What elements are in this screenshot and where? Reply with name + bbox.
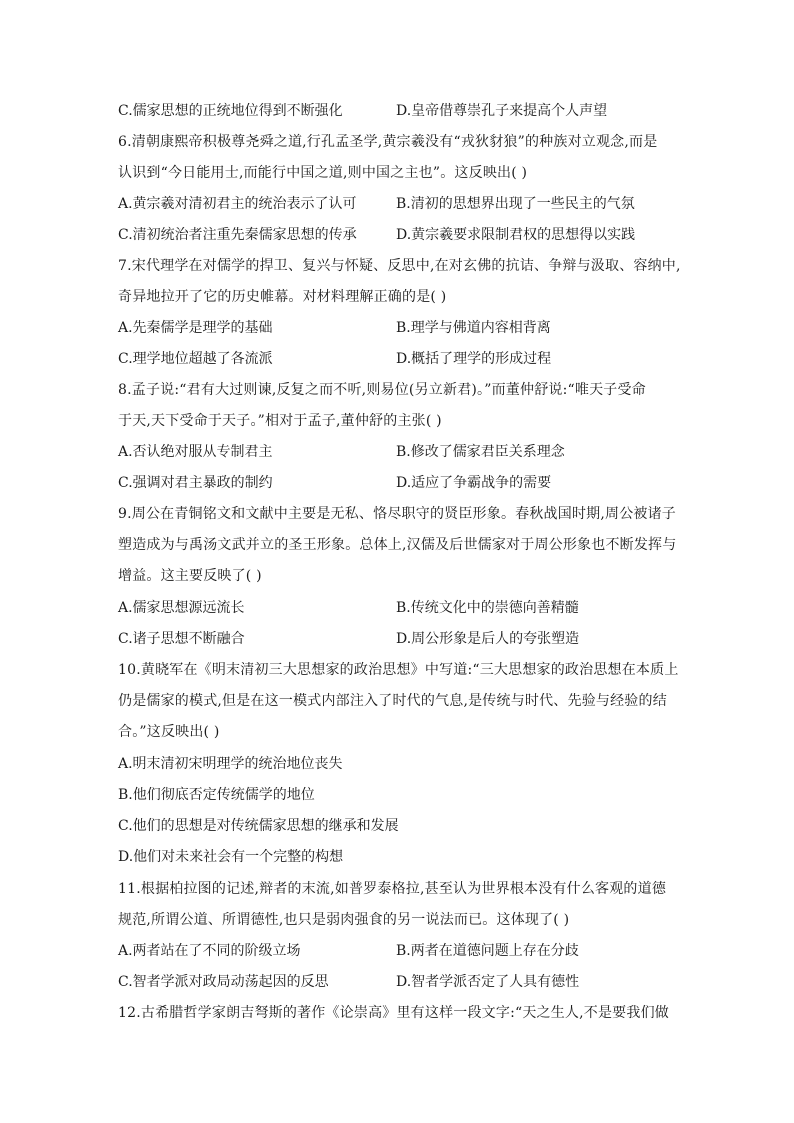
option-a[interactable]: A.黄宗羲对清初君主的统治表示了认可 bbox=[118, 196, 357, 212]
option-d[interactable]: D.他们对未来社会有一个完整的构想 bbox=[118, 849, 344, 865]
question-text-line: 规范,所谓公道、所谓德性,也只是弱肉强食的另一说法而已。这体现了( ) bbox=[118, 912, 570, 928]
question-text-line: 于天,天下受命于天子。”相对于孟子,董仲舒的主张( ) bbox=[118, 413, 442, 429]
option-d[interactable]: D.黄宗羲要求限制君权的思想得以实践 bbox=[396, 227, 636, 243]
option-c[interactable]: C.他们的思想是对传统儒家思想的继承和发展 bbox=[118, 818, 399, 834]
question-11 bbox=[118, 874, 683, 936]
question-text-line: 奇异地拉开了它的历史帷幕。对材料理解正确的是( ) bbox=[118, 289, 447, 305]
option-c[interactable]: C.智者学派对政局动荡起因的反思 bbox=[118, 974, 329, 990]
question-text-line: 7.宋代理学在对儒学的捍卫、复兴与怀疑、反思中,在对玄佛的抗诘、争辩与汲取、容纳中, bbox=[118, 258, 681, 274]
question-text-line: 增益。这主要反映了( ) bbox=[118, 568, 262, 584]
option-c[interactable]: C.儒家思想的正统地位得到不断强化 bbox=[118, 103, 343, 119]
option-b[interactable]: B.传统文化中的崇德向善精髓 bbox=[396, 600, 579, 616]
question-text-line: 认识到“今日能用士,而能行中国之道,则中国之主也”。这反映出( ) bbox=[118, 165, 528, 181]
option-b[interactable]: B.理学与佛道内容相背离 bbox=[396, 320, 551, 336]
option-c[interactable]: C.清初统治者注重先秦儒家思想的传承 bbox=[118, 227, 357, 243]
option-a[interactable]: A.明末清初宋明理学的统治地位丧失 bbox=[118, 756, 343, 772]
option-d[interactable]: D.智者学派否定了人具有德性 bbox=[396, 974, 580, 990]
option-b[interactable]: B.他们彻底否定传统儒学的地位 bbox=[118, 787, 315, 803]
option-row bbox=[118, 96, 683, 127]
option-c[interactable]: C.强调对君主暴政的制约 bbox=[118, 475, 273, 491]
question-9 bbox=[118, 499, 683, 592]
question-10 bbox=[118, 655, 683, 748]
q11-options bbox=[118, 936, 683, 998]
option-c[interactable]: C.理学地位超越了各流派 bbox=[118, 351, 273, 367]
q5-options bbox=[118, 96, 683, 127]
question-text-line: 11.根据柏拉图的记述,辩者的末流,如普罗泰格拉,甚至认为世界根本没有什么客观的道德 bbox=[118, 881, 667, 897]
question-7 bbox=[118, 251, 683, 313]
question-6 bbox=[118, 127, 683, 189]
option-a[interactable]: A.儒家思想源远流长 bbox=[118, 600, 245, 616]
question-text-line: 10.黄晓军在《明末清初三大思想家的政治思想》中写道:“三大思想家的政治思想在本质上 bbox=[118, 662, 679, 678]
option-b[interactable]: B.两者在道德问题上存在分歧 bbox=[396, 943, 579, 959]
option-a[interactable]: A.先秦儒学是理学的基础 bbox=[118, 320, 273, 336]
question-text-line: 8.孟子说:“君有大过则谏,反复之而不听,则易位(另立新君)。”而董仲舒说:“唯天子受命 bbox=[118, 382, 646, 398]
option-row bbox=[118, 749, 683, 780]
q9-options bbox=[118, 593, 683, 655]
option-row bbox=[118, 189, 683, 220]
q6-options bbox=[118, 189, 683, 251]
question-text-line: 6.清朝康熙帝积极尊尧舜之道,行孔孟圣学,黄宗羲没有“戎狄豺狼”的种族对立观念,而是 bbox=[118, 134, 658, 150]
option-c[interactable]: C.诸子思想不断融合 bbox=[118, 631, 245, 647]
option-d[interactable]: D.概括了理学的形成过程 bbox=[396, 351, 552, 367]
question-text-line: 塑造成为与禹汤文武并立的圣王形象。总体上,汉儒及后世儒家对于周公形象也不断发挥与 bbox=[118, 537, 677, 553]
question-8 bbox=[118, 375, 683, 437]
option-d[interactable]: D.皇帝借尊崇孔子来提高个人声望 bbox=[396, 103, 608, 119]
option-row bbox=[118, 811, 683, 842]
question-text-line: 仍是儒家的模式,但是在这一模式内部注入了时代的气息,是传统与时代、先验与经验的结 bbox=[118, 693, 667, 709]
question-text-line: 9.周公在青铜铭文和文献中主要是无私、恪尽职守的贤臣形象。春秋战国时期,周公被诸子 bbox=[118, 506, 677, 522]
option-row bbox=[118, 780, 683, 811]
option-a[interactable]: A.否认绝对服从专制君主 bbox=[118, 444, 273, 460]
question-12 bbox=[118, 998, 683, 1029]
q7-options bbox=[118, 313, 683, 375]
question-text-line: 12.古希腊哲学家朗吉弩斯的著作《论崇高》里有这样一段文字:“天之生人,不是要我们做 bbox=[118, 1005, 669, 1021]
option-row bbox=[118, 437, 683, 468]
option-a[interactable]: A.两者站在了不同的阶级立场 bbox=[118, 943, 301, 959]
option-b[interactable]: B.清初的思想界出现了一些民主的气氛 bbox=[396, 196, 635, 212]
option-row bbox=[118, 967, 683, 998]
option-d[interactable]: D.周公形象是后人的夸张塑造 bbox=[396, 631, 580, 647]
q8-options bbox=[118, 437, 683, 499]
option-row bbox=[118, 313, 683, 344]
q10-options bbox=[118, 749, 683, 873]
option-b[interactable]: B.修改了儒家君臣关系理念 bbox=[396, 444, 565, 460]
question-text-line: 合。”这反映出( ) bbox=[118, 724, 220, 740]
option-row bbox=[118, 220, 683, 251]
option-row bbox=[118, 468, 683, 499]
option-d[interactable]: D.适应了争霸战争的需要 bbox=[396, 475, 552, 491]
option-row bbox=[118, 593, 683, 624]
option-row bbox=[118, 842, 683, 873]
option-row bbox=[118, 936, 683, 967]
option-row bbox=[118, 624, 683, 655]
option-row bbox=[118, 344, 683, 375]
